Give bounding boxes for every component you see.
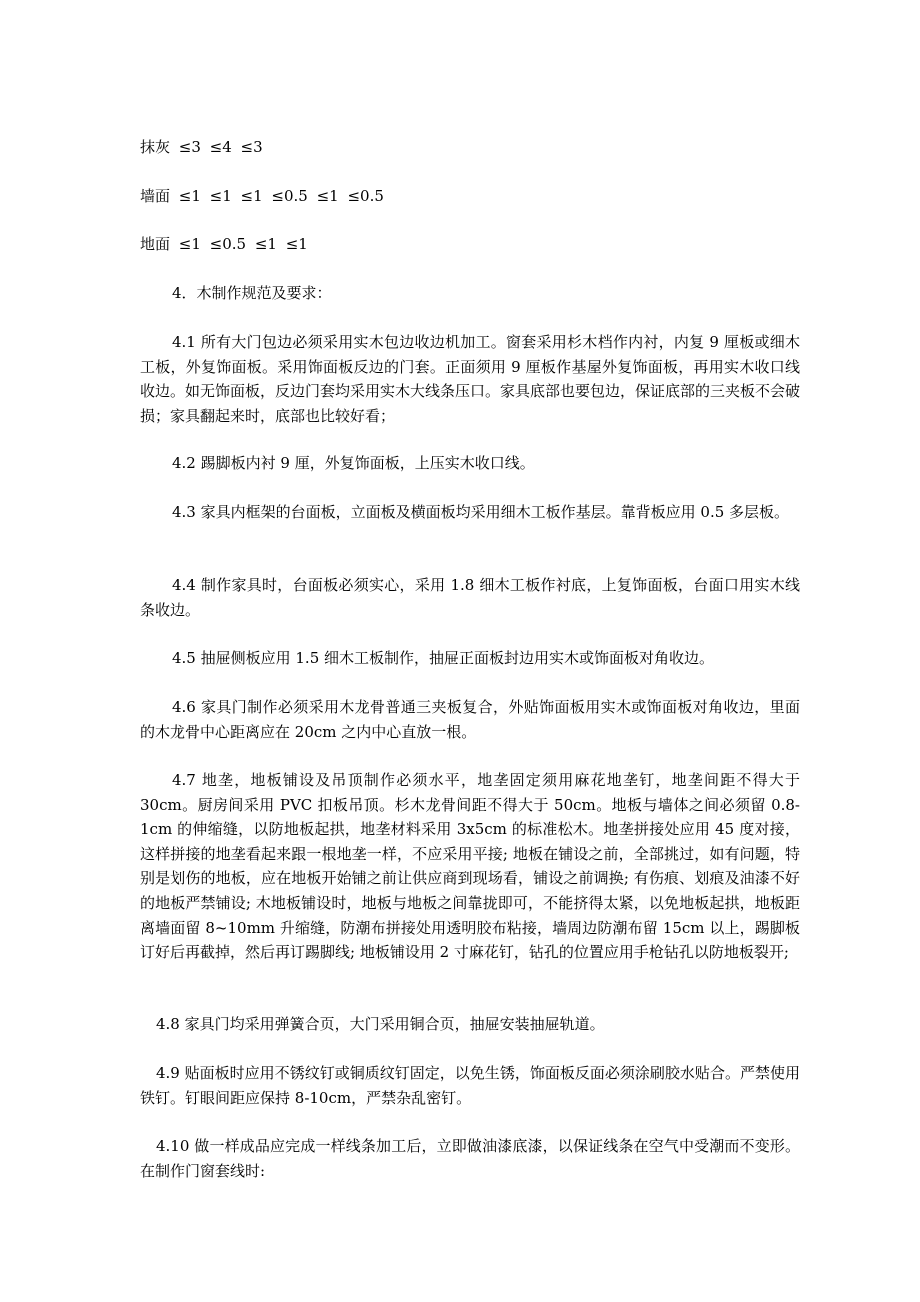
paragraph-4-4: 4.4 制作家具时，台面板必须实心，采用 1.8 细木工板作衬底，上复饰面板，台面口用实木线条收边。: [140, 576, 800, 619]
tolerance-row-floor: 地面 ≤1 ≤0.5 ≤1 ≤1: [140, 235, 308, 253]
paragraph-4-8: 4.8 家具门均采用弹簧合页，大门采用铜合页，抽屉安装抽屉轨道。: [156, 1015, 605, 1033]
tolerance-row-plaster: 抹灰 ≤3 ≤4 ≤3: [140, 138, 263, 156]
paragraph-4-6: 4.6 家具门制作必须采用木龙骨普通三夹板复合，外贴饰面板用实木或饰面板对角收边，里面的木龙骨中心距离应在 20cm 之内中心直放一根。: [140, 698, 800, 741]
paragraph-4-7: 4.7 地垄，地板铺设及吊顶制作必须水平，地垄固定须用麻花地垄钉，地垄间距不得大于 30cm。厨房间采用 PVC 扣板吊顶。杉木龙骨间距不得大于 50cm。地板与墙体之间必须留 0.8-1cm 的伸缩缝，以防地板起拱，地垄材料采用 3x5cm 的标准松木。地垄拼接处应用 45 度对接，这样拼接的地垄看起来跟一根地垄一样，不应采用平接; 地板在铺设之前，全部挑过，如有问题，特别是划伤的地板，应在地板开始铺之前让供应商到现场看，铺设之前调换; 有伤痕、划痕及油漆不好的地板严禁铺设; 木地板铺设时，地板与地板之间靠拢即可，不能挤得太紧，以免地板起拱，地板距离墙面留 8~10mm 升缩缝，防潮布拼接处用透明胶布粘接，墙周边防潮布留 15cm 以上，踢脚板订好后再截掉，然后再订踢脚线; 地板铺设用 2 寸麻花钉，钻孔的位置应用手枪钻孔以防地板裂开;: [140, 771, 800, 962]
paragraph-4-9: 4.9 贴面板时应用不锈纹钉或铜质纹钉固定，以免生锈，饰面板反面必须涂刷胶水贴合。严禁使用铁钉。钉眼间距应保持 8-10cm，严禁杂乱密钉。: [140, 1064, 800, 1107]
section-heading: 4．木制作规范及要求：: [172, 284, 332, 302]
paragraph-4-3: 4.3 家具内框架的台面板，立面板及横面板均采用细木工板作基层。靠背板应用 0.5 多层板。: [172, 503, 790, 521]
paragraph-4-2: 4.2 踢脚板内衬 9 厘，外复饰面板，上压实木收口线。: [172, 454, 535, 472]
tolerance-row-wall: 墙面 ≤1 ≤1 ≤1 ≤0.5 ≤1 ≤0.5: [140, 187, 384, 205]
paragraph-4-5: 4.5 抽屉侧板应用 1.5 细木工板制作，抽屉正面板封边用实木或饰面板对角收边。: [172, 649, 715, 667]
paragraph-4-10: 4.10 做一样成品应完成一样线条加工后，立即做油漆底漆，以保证线条在空气中受潮而不变形。在制作门窗套线时:: [140, 1137, 800, 1180]
paragraph-4-1: 4.1 所有大门包边必须采用实木包边收边机加工。窗套采用杉木档作内衬，内复 9 厘板或细木工板，外复饰面板。采用饰面板反边的门套。正面须用 9 厘板作基屋外复饰面板，再用实木收口线收边。如无饰面板，反边门套均采用实木大线条压口。家具底部也要包边，保证底部的三夹板不会破损；家具翻起来时，底部也比较好看；: [140, 333, 801, 425]
